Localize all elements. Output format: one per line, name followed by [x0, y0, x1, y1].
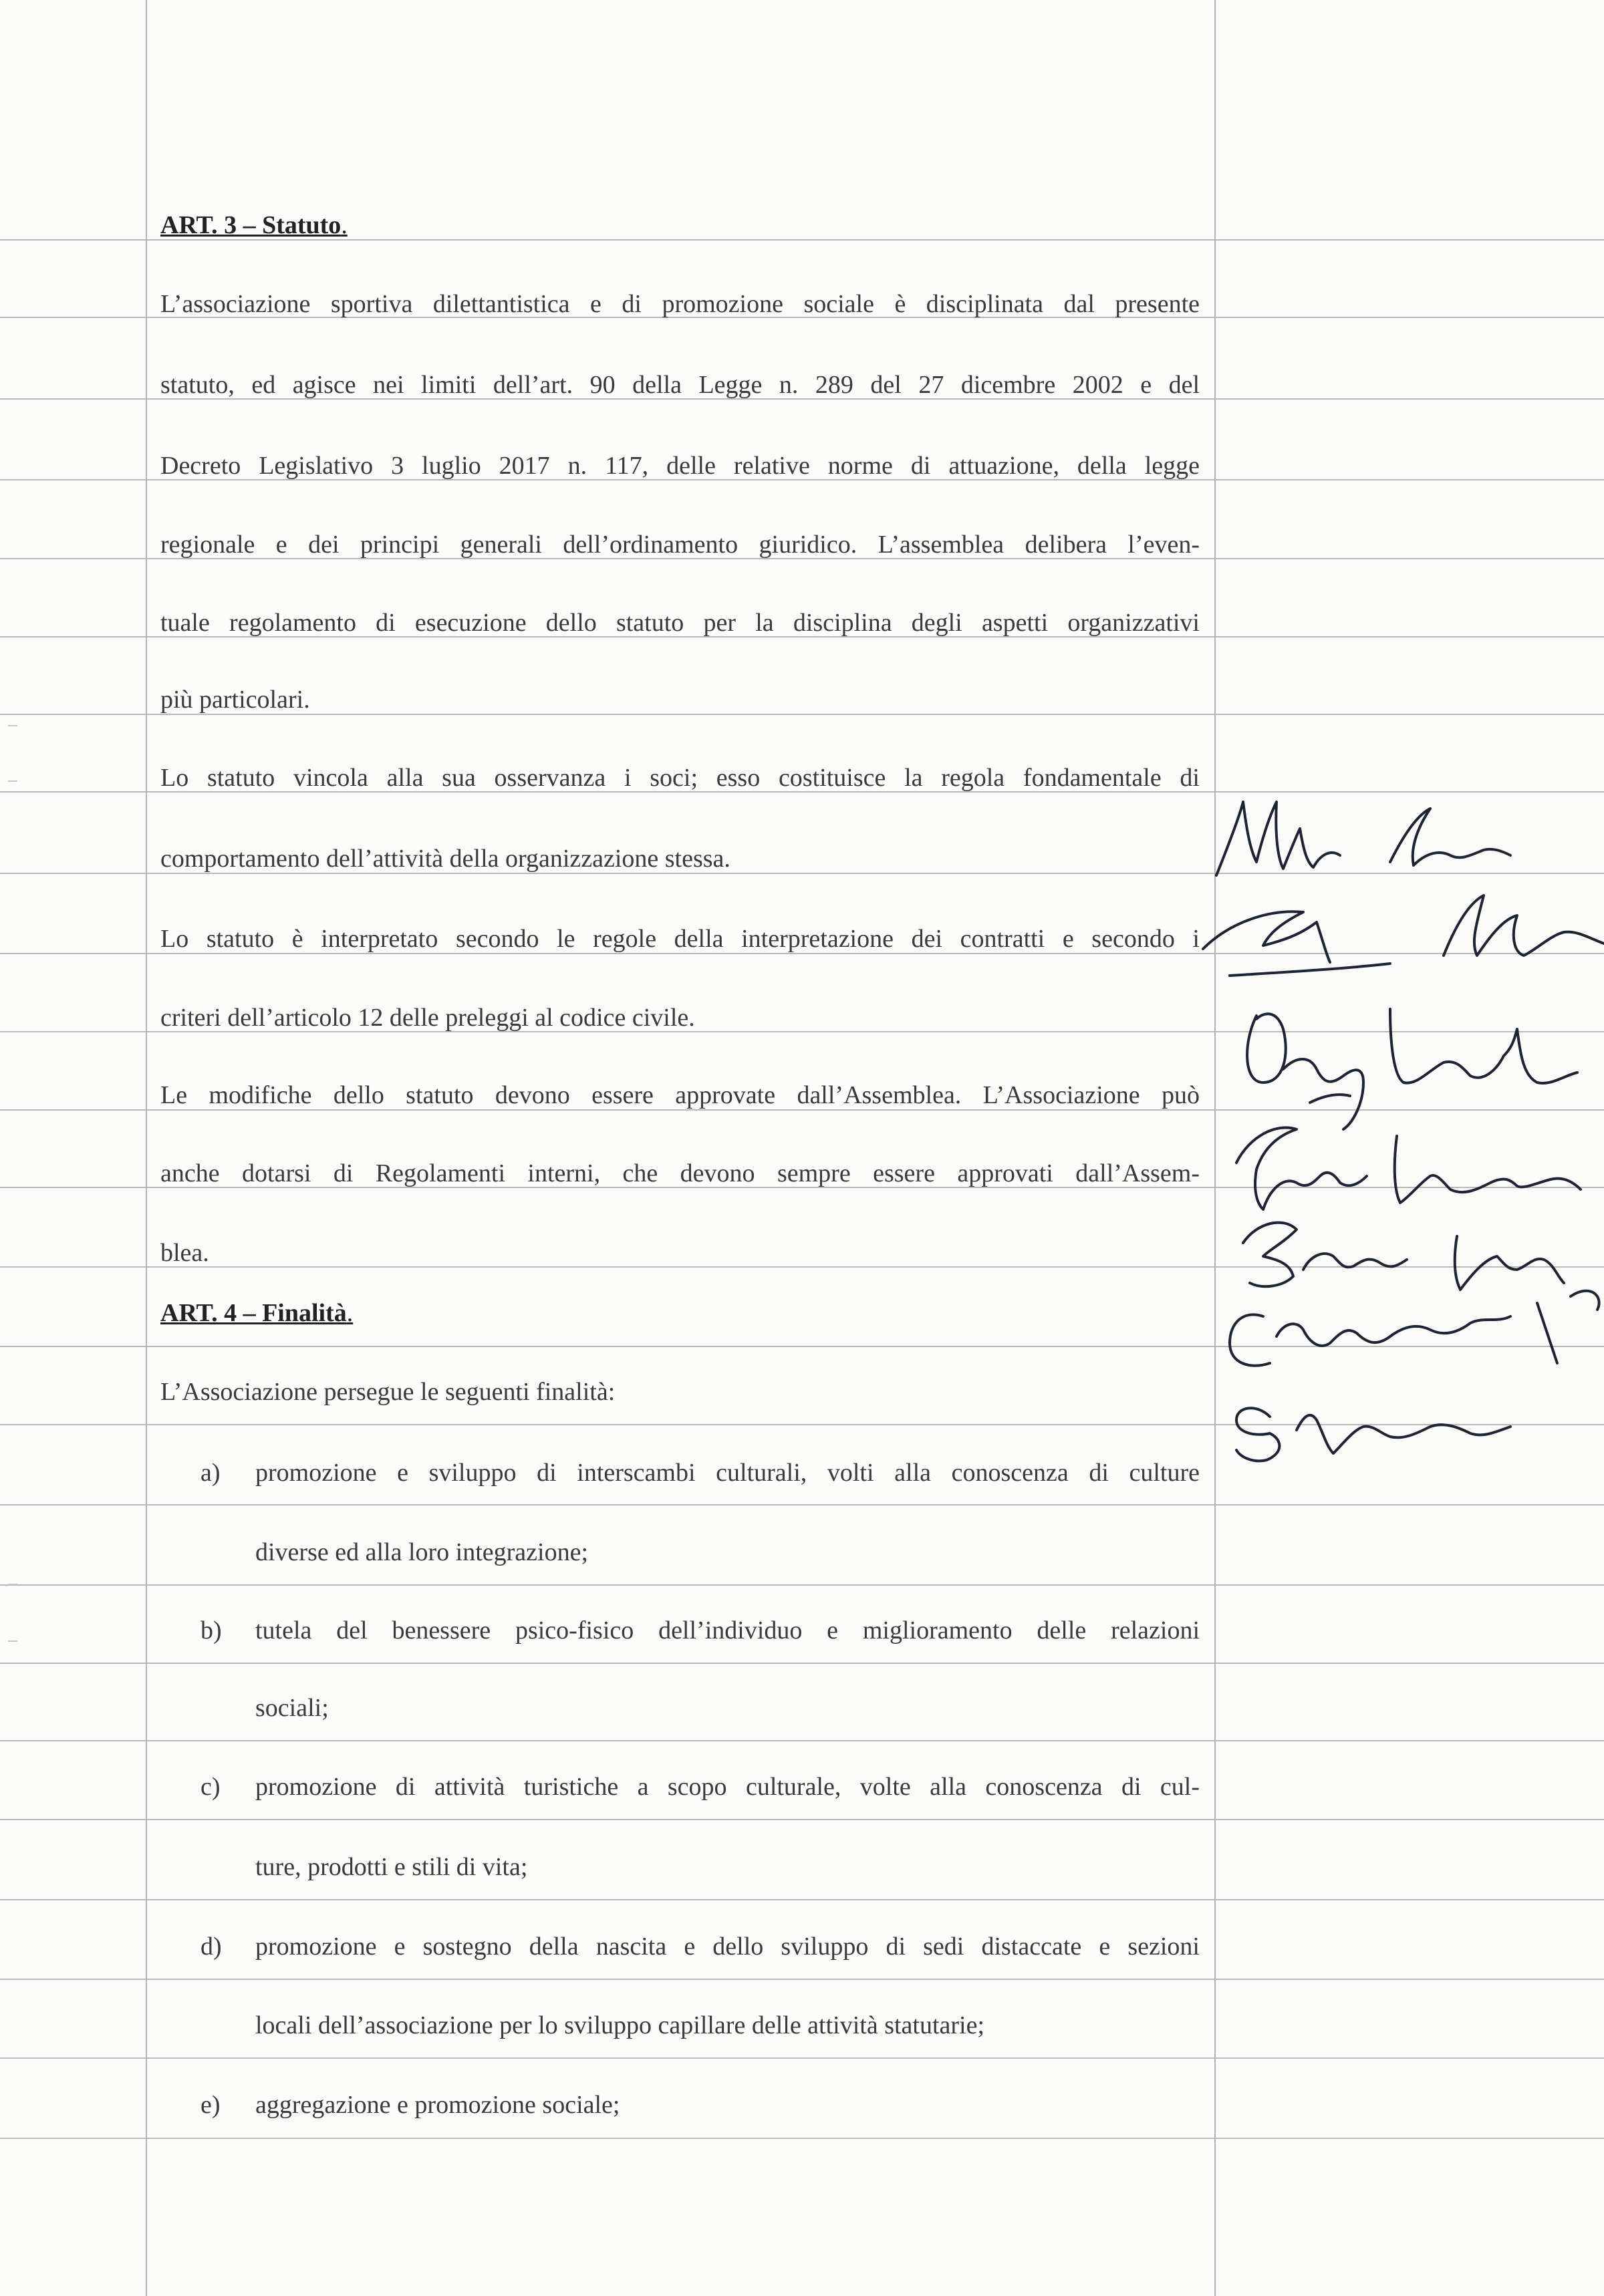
ruled-line: [0, 2138, 1604, 2139]
signature: [1236, 1127, 1581, 1209]
art3-p2-line: Lo statuto vincola alla sua osservanza i soci; esso costituisce la regola fondamentale di: [160, 764, 1200, 792]
signature: [1203, 895, 1604, 976]
art3-p1-line: Decreto Legislativo 3 luglio 2017 n. 117, delle relative norme di attuazione, della legge: [160, 452, 1200, 480]
list-item-letter: c): [200, 1773, 221, 1801]
handwritten-signatures: [1190, 788, 1604, 1497]
ruled-line: [0, 1819, 1604, 1820]
signature: [1216, 802, 1510, 875]
list-item-text: ture, prodotti e stili di vita;: [255, 1853, 528, 1881]
art3-heading: ART. 3 – Statuto.: [160, 211, 348, 239]
art3-p1-line: regionale e dei principi generali dell’ordinamento giuridico. L’assemblea delibera l’even-: [160, 531, 1200, 559]
ruled-line: [0, 1899, 1604, 1900]
art3-p3-line: Lo statuto è interpretato secondo le regole della interpretazione dei contratti e secondo i: [160, 925, 1200, 953]
list-item-text: locali dell’associazione per lo sviluppo capillare delle attività statutarie;: [255, 2011, 985, 2039]
ruled-line: [0, 1504, 1604, 1505]
list-item-text: tutela del benessere psico-fisico dell’individuo e miglioramento delle relazioni: [255, 1616, 1200, 1644]
signature: [1243, 1223, 1564, 1290]
art3-p1-line: L’associazione sportiva dilettantistica e di promozione sociale è disciplinata dal presente: [160, 290, 1200, 318]
list-item-letter: e): [200, 2091, 221, 2119]
art3-p2-line: comportamento dell’attività della organizzazione stessa.: [160, 845, 730, 873]
art3-p4-line: anche dotarsi di Regolamenti interni, che devono sempre essere approvati dall’Assem-: [160, 1159, 1200, 1187]
left-margin-rule: [146, 0, 147, 2296]
ruled-line: [0, 1584, 1604, 1586]
margin-tick: [8, 1640, 17, 1642]
signature: [1230, 1314, 1510, 1365]
art3-p4-line: Le modifiche dello statuto devono essere approvate dall’Assemblea. L’Associazione può: [160, 1081, 1200, 1109]
art4-heading: ART. 4 – Finalità.: [160, 1299, 354, 1327]
list-item-text: diverse ed alla loro integrazione;: [255, 1538, 589, 1566]
list-item-text: promozione e sviluppo di interscambi culturali, volti alla conoscenza di culture: [255, 1459, 1200, 1487]
list-item-text: sociali;: [255, 1694, 329, 1722]
margin-tick: [8, 725, 17, 726]
margin-tick: [8, 780, 17, 782]
art4-intro: L’Associazione persegue le seguenti finalità:: [160, 1378, 616, 1406]
art3-p1-line: più particolari.: [160, 686, 310, 714]
art3-p1-line: tuale regolamento di esecuzione dello statuto per la disciplina degli aspetti organizzativi: [160, 609, 1200, 637]
ruled-line: [0, 1663, 1604, 1664]
art3-p4-line: blea.: [160, 1239, 209, 1267]
margin-tick: [8, 1584, 17, 1585]
list-item-letter: a): [200, 1459, 221, 1487]
ruled-line: [0, 1979, 1604, 1980]
signature: [1247, 1009, 1577, 1129]
signatures-area: [1190, 788, 1604, 1497]
list-item-letter: b): [200, 1616, 222, 1644]
list-item-text: promozione di attività turistiche a scopo culturale, volte alla conoscenza di cul-: [255, 1773, 1200, 1801]
ruled-line: [0, 2057, 1604, 2059]
list-item-text: aggregazione e promozione sociale;: [255, 2091, 620, 2119]
list-item-text: promozione e sostegno della nascita e dello sviluppo di sedi distaccate e sezioni: [255, 1932, 1200, 1961]
signature: [1236, 1408, 1510, 1461]
art3-p1-line: statuto, ed agisce nei limiti dell’art. 90 della Legge n. 289 del 27 dicembre 2002 e del: [160, 371, 1200, 399]
signature: [1537, 1291, 1599, 1363]
list-item-letter: d): [200, 1932, 222, 1961]
ruled-line: [0, 1740, 1604, 1741]
art3-p3-line: criteri dell’articolo 12 delle preleggi al codice civile.: [160, 1004, 695, 1032]
